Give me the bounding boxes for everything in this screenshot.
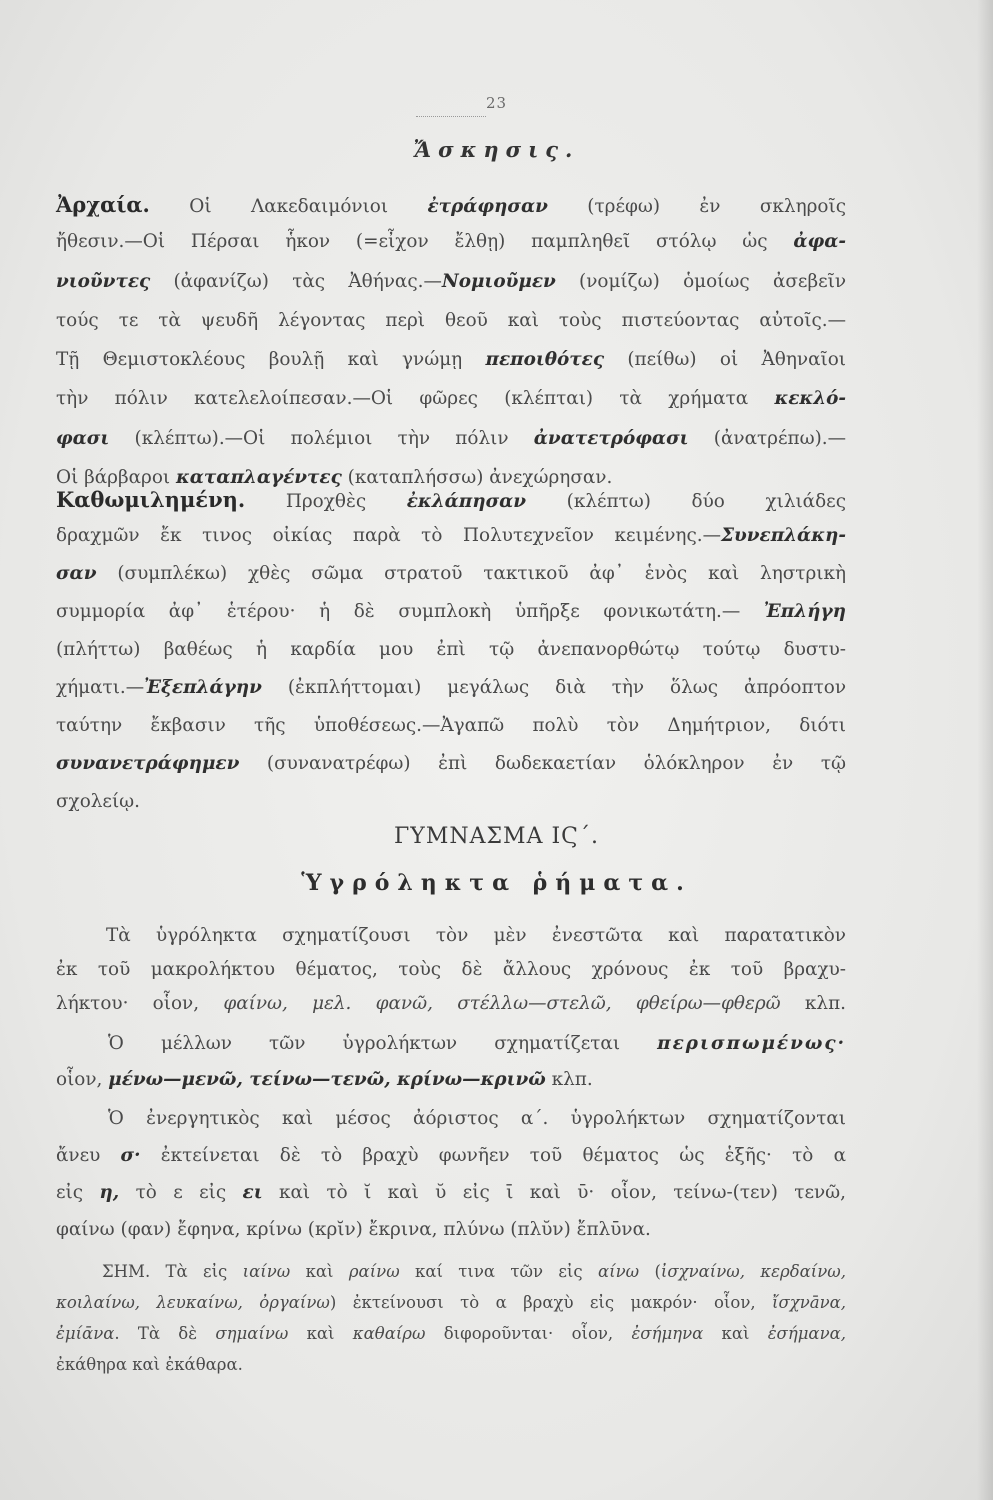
run: σχολείῳ. bbox=[56, 791, 141, 812]
run-emph: ἐκλάπησαν bbox=[406, 491, 527, 512]
text-line bbox=[56, 1033, 846, 1054]
text-line bbox=[56, 310, 846, 331]
text-line bbox=[56, 467, 846, 488]
run-emph: φασι bbox=[56, 428, 110, 449]
run: (κλέπτω) δύο χιλιάδες bbox=[526, 491, 846, 512]
run: καὶ bbox=[290, 1262, 349, 1281]
run: εἰς bbox=[56, 1182, 100, 1203]
text-line bbox=[56, 601, 846, 622]
run: Τῇ Θεμιστοκλέους βουλῇ καὶ γνώμῃ bbox=[56, 349, 486, 370]
run-emph: Ἐξεπλάγην bbox=[144, 677, 262, 698]
run-italic: καθαίρω bbox=[352, 1324, 426, 1343]
run-italic: ἐσήμανα, bbox=[767, 1324, 846, 1343]
text-line bbox=[56, 271, 846, 292]
run-emph: η, bbox=[99, 1182, 120, 1203]
page-number-rule bbox=[416, 116, 486, 117]
run-italic: σημαίνω bbox=[215, 1324, 289, 1343]
run: (τρέφω) ἐν σκληροῖς bbox=[547, 196, 846, 217]
run-emph: κεκλό- bbox=[774, 388, 846, 409]
text-line bbox=[56, 1293, 846, 1312]
run: (ἐκπλήττομαι) μεγάλως διὰ τὴν ὅλως ἀπρόοπτον bbox=[261, 677, 846, 698]
run: ταύτην ἔκβασιν τῆς ὑποθέσεως.—Ἀγαπῶ πολὺ τὸν Δημήτριον, διότι bbox=[56, 715, 846, 736]
run-italic: ραίνω bbox=[348, 1262, 400, 1281]
run-emph: ἐτράφησαν bbox=[427, 196, 548, 217]
exercise-title: Ἄσκησις. bbox=[413, 137, 580, 162]
run: (πλήττω) βαθέως ἡ καρδία μου ἐπὶ τῷ ἀνεπανορθώτῳ τούτῳ δυστυ- bbox=[56, 639, 846, 660]
section-heading: ΓΥΜΝΑΣΜΑ ΙϚ΄. bbox=[394, 824, 599, 849]
run-italic: ἐσήμηνα bbox=[631, 1324, 704, 1343]
run: ἄνευ bbox=[56, 1145, 121, 1166]
text-line bbox=[56, 563, 846, 584]
text-line bbox=[56, 715, 846, 736]
text-line bbox=[56, 925, 846, 946]
run: ἐκάθηρα καὶ ἐκάθαρα. bbox=[56, 1355, 243, 1374]
run: (συνανατρέφω) ἐπὶ δωδεκαετίαν ὁλόκληρον ἐν τῷ bbox=[239, 753, 846, 774]
run-head: Καθωμιλημένη. bbox=[56, 487, 246, 512]
run: οἷον, bbox=[56, 1069, 109, 1090]
run: δραχμῶν ἔκ τινος οἰκίας παρὰ τὸ Πολυτεχνεῖον κειμένης.— bbox=[56, 525, 721, 546]
run-emph: Ἐπλήγη bbox=[763, 601, 846, 622]
text-line bbox=[56, 231, 846, 252]
run-head: Ἀρχαία. bbox=[56, 192, 150, 217]
run: κλπ. bbox=[780, 993, 847, 1014]
page-number: 23 bbox=[485, 94, 508, 112]
text-line bbox=[56, 192, 846, 217]
text-line bbox=[56, 1355, 846, 1374]
run-italic: αίνω bbox=[597, 1262, 640, 1281]
text-line bbox=[56, 1324, 846, 1343]
text-line bbox=[56, 1219, 846, 1240]
run-emph: σαν bbox=[56, 563, 97, 584]
text-line bbox=[56, 428, 846, 449]
text-line bbox=[56, 993, 846, 1014]
run: ἐκ τοῦ μακρολήκτου θέματος, τοὺς δὲ ἄλλους χρόνους ἐκ τοῦ βραχυ- bbox=[56, 959, 846, 980]
run-italic: ἐμίᾱνα bbox=[56, 1324, 115, 1343]
run-italic: ἰσχναίνω, κερδαίνω, bbox=[660, 1262, 846, 1281]
run-emph: ἀνατετρόφασι bbox=[533, 428, 689, 449]
run: (καταπλήσσω) ἀνεχώρησαν. bbox=[341, 467, 613, 488]
text-line bbox=[56, 639, 846, 660]
run: (συμπλέκω) χθὲς σῶμα στρατοῦ τακτικοῦ ἀφ᾽ ἑνὸς καὶ ληστρικὴ bbox=[96, 563, 846, 584]
run: χήματι.— bbox=[56, 677, 145, 698]
run: Ὁ μέλλων τῶν ὑγρολήκτων σχηματίζεται bbox=[108, 1033, 658, 1054]
run: τὴν πόλιν κατελελοίπεσαν.—Οἱ φῶρες (κλέπται) τὰ χρήματα bbox=[56, 388, 775, 409]
run: (ἀφανίζω) τὰς Ἀθήνας.— bbox=[150, 271, 442, 292]
run: (ἀνατρέπω).— bbox=[688, 428, 846, 449]
section-subtitle: Ὑγρόληκτα ῥήματα. bbox=[301, 870, 692, 896]
text-line bbox=[56, 959, 846, 980]
run: διφοροῦνται· οἷον, bbox=[425, 1324, 632, 1343]
run: κλπ. bbox=[545, 1069, 593, 1090]
run: ἐκτείνεται δὲ τὸ βραχὺ φωνῆεν τοῦ θέματος ὡς ἑξῆς· τὸ α bbox=[140, 1145, 847, 1166]
run-emph: συνανετράφημεν bbox=[56, 753, 240, 774]
run: συμμορία ἀφ᾽ ἑτέρου· ἡ δὲ συμπλοκὴ ὑπῆρξε φονικωτάτη.— bbox=[56, 601, 764, 622]
run: τὸ ε εἰς bbox=[119, 1182, 243, 1203]
run: . Τὰ δὲ bbox=[114, 1324, 216, 1343]
text-line bbox=[56, 1108, 846, 1129]
run: ἤθεσιν.—Οἱ Πέρσαι ἧκον (=εἶχον ἔλθῃ) παμπληθεῖ στόλῳ ὡς bbox=[56, 231, 794, 252]
text-line bbox=[56, 1069, 846, 1090]
text-line bbox=[56, 1262, 846, 1281]
run: τούς τε τὰ ψευδῆ λέγοντας περὶ θεοῦ καὶ τοὺς πιστεύοντας αὐτοῖς.— bbox=[56, 310, 846, 331]
run-italic: ιαίνω bbox=[242, 1262, 291, 1281]
run-emph: Νομιοῦμεν bbox=[441, 271, 556, 292]
run: (πείθω) οἱ Ἀθηναῖοι bbox=[604, 349, 846, 370]
text-line bbox=[56, 349, 846, 370]
run-italic: ἴσχνāνα, bbox=[771, 1293, 847, 1312]
text-line bbox=[56, 677, 846, 698]
run-italic: φαίνω, μελ. φανῶ, στέλλω—στελῶ, φθείρω—φθερῶ bbox=[223, 993, 781, 1014]
run-emph: νιοῦντες bbox=[56, 271, 151, 292]
run: Οἱ Λακεδαιμόνιοι bbox=[149, 196, 428, 217]
text-line bbox=[56, 1182, 846, 1203]
text-line bbox=[56, 487, 846, 512]
run-emph: ἀφα- bbox=[793, 231, 846, 252]
text-line bbox=[56, 525, 846, 546]
run: ) ἐκτείνουσι τὸ α βραχὺ εἰς μακρόν· οἷον, bbox=[329, 1293, 772, 1312]
run: καὶ bbox=[288, 1324, 353, 1343]
run: Προχθὲς bbox=[245, 491, 407, 512]
run: ΣΗΜ. Τὰ εἰς bbox=[102, 1262, 243, 1281]
text-line bbox=[56, 791, 846, 812]
run: λήκτου· οἷον, bbox=[56, 993, 224, 1014]
run-emph: σ· bbox=[120, 1145, 141, 1166]
run: φαίνω (φαν) ἔφηνα, κρίνω (κρῐν) ἔκρινα, πλύνω (πλῠν) ἔπλῡνα. bbox=[56, 1219, 651, 1240]
run-emph: Συνεπλάκη- bbox=[721, 525, 846, 546]
run: καί τινα τῶν εἰς bbox=[399, 1262, 598, 1281]
text-line bbox=[56, 753, 846, 774]
run: (κλέπτω).—Οἱ πολέμιοι τὴν πόλιν bbox=[109, 428, 534, 449]
run: ( bbox=[639, 1262, 661, 1281]
run: Οἱ βάρβαροι bbox=[56, 467, 176, 488]
run: (νομίζω) ὁμοίως ἀσεβεῖν bbox=[555, 271, 847, 292]
run-italic: κοιλαίνω, λευκαίνω, ὀργαίνω bbox=[56, 1293, 330, 1312]
run-emph: ει bbox=[242, 1182, 263, 1203]
run-emph: μένω—μενῶ, τείνω—τενῶ, κρίνω—κρινῶ bbox=[108, 1069, 546, 1090]
run: καὶ bbox=[703, 1324, 768, 1343]
run-emph: πεποιθότες bbox=[485, 349, 605, 370]
text-line bbox=[56, 1145, 846, 1166]
text-line bbox=[56, 388, 846, 409]
run: Ὁ ἐνεργητικὸς καὶ μέσος ἀόριστος α΄. ὑγρολήκτων σχηματίζονται bbox=[108, 1108, 846, 1129]
run: Τὰ ὑγρόληκτα σχηματίζουσι τὸν μὲν ἐνεστῶτα καὶ παρατατικὸν bbox=[106, 925, 846, 946]
run-emph: περισπωμένως· bbox=[657, 1033, 846, 1054]
run: καὶ τὸ ῐ καὶ ῠ εἰς ῑ καὶ ῡ· οἷον, τείνω-(τεν) τενῶ, bbox=[262, 1182, 847, 1203]
run-emph: καταπλαγέντες bbox=[176, 467, 342, 488]
